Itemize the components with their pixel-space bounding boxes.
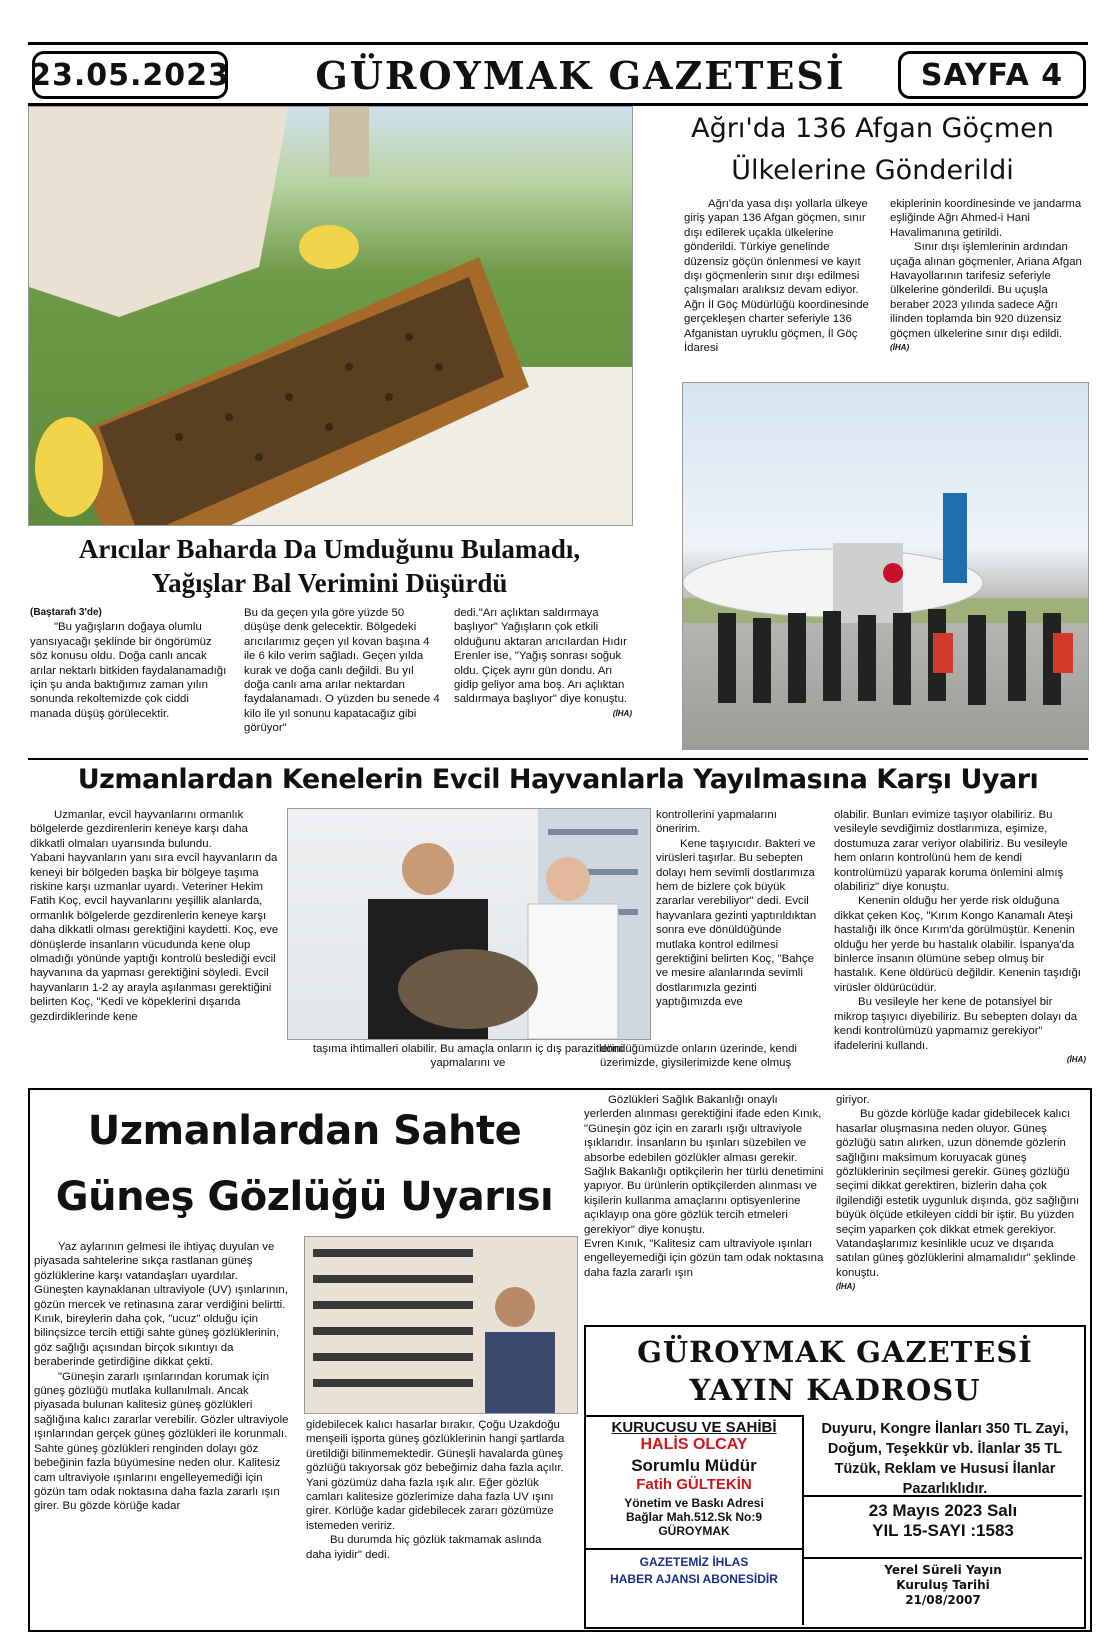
editor-name: Fatih GÜLTEKİN bbox=[636, 1476, 752, 1493]
bees-column-1 bbox=[30, 606, 230, 721]
bees-column-2-text: Bu da geçen yıla göre yüzde 50 düşüşe denk gelecektir. Bölgedeki arıcılarımız geçen yıl kovan başına 4 ile 6 kilo verim sağladı. Geçen yılda kurak ve doğa canlı değildi. Bu yıl doğa canlı ama arılar nektardan faydalanamadı. O yüzden bu senede 4 kilo ile yıl sonunu kapatacağız gibi görüyor" bbox=[244, 607, 440, 735]
editor-label: Sorumlu Müdür bbox=[631, 1456, 757, 1475]
registration-info bbox=[804, 1557, 1082, 1608]
bees-headline-line-1: Arıcılar Baharda Da Umduğunu Bulamadı, bbox=[78, 534, 581, 564]
address-line-1: Yönetim ve Baskı Adresi bbox=[624, 1496, 764, 1510]
agri-headline-line-2: Ülkelerine Gönderildi bbox=[731, 155, 1014, 186]
address-block bbox=[586, 1496, 802, 1538]
agri-column-2 bbox=[890, 197, 1086, 355]
bees-credit: (İHA) bbox=[612, 708, 632, 718]
page-number: SAYFA 4 bbox=[898, 51, 1086, 99]
ad-prices: Duyuru, Kongre İlanları 350 TL Zayi, Doğum, Teşekkür vb. İlanlar 35 TL Tüzük, Reklam ve Hususi İlanlar Pazarlıklıdır. bbox=[821, 1421, 1069, 1497]
kene-column-3a-text: kontrollerini yapmalarını öneririm. bbox=[656, 809, 777, 836]
registration-line-1: Yerel Süreli Yayın bbox=[884, 1563, 1002, 1577]
bees-column-2 bbox=[244, 606, 440, 736]
gozluk-column-1 bbox=[34, 1240, 292, 1514]
founder-name: HALİS OLCAY bbox=[640, 1436, 748, 1453]
kene-column-3c-text: döndüğümüzde onların üzerinde, kendi üzerimizde, giysilerimizde kene olmuş bbox=[600, 1043, 797, 1070]
kene-column-1 bbox=[30, 808, 280, 1024]
kene-column-4a-text: olabilir. Bunları evimize taşıyor olabiliriz. Bu vesileyle sevdiğimiz dostlarımıza, eşimize, dostumuza zarar veriyor olabiliriz. Bu vesileyle hem onların kontrolünü hem de kendi kontrolümüzü yaparak koruma önlemini almış olabiliriz" diye konuştu. bbox=[834, 809, 1068, 894]
agency-note bbox=[586, 1548, 802, 1588]
kene-credit: (İHA) bbox=[1066, 1054, 1086, 1064]
kene-column-3b-text: Kene taşıyıcıdır. Bakteri ve virüsleri taşırlar. Bu sebepten dolayı hem sevimli dostlarımıza hem de bizlere çok büyük zararlar verebiliyor" dedi. Evcil hayvanlara gezinti yaptırıldıktan sonra eve dönüldüğünde mutlaka kontrol edilmesi gerektiğini belirten Koç, "Bahçe ve mesire alanlarında sevimli dostlarımızla gezinti yaptığımızda eve bbox=[656, 837, 817, 1009]
optician-photo bbox=[304, 1236, 578, 1414]
agri-column-1-text: Ağrı'da yasa dışı yollarla ülkeye giriş yapan 136 Afgan göçmen, sınır dışı edilerek uçakla ülkelerine gönderildi. Türkiye genelinde düzensiz göçün önlenmesi ve kayıt dışı göçmenlerin sınır dışı edilmesi çalışmaları aralıksız devam ediyor. Ağrı İl Göç Müdürlüğü koordinesinde gerçekleşen charter seferiyle 136 Afganistan uyruklu göçmen, İl Göç İdaresi bbox=[684, 198, 869, 355]
agri-column-2b-text: Sınır dışı işlemlerinin ardından uçağa alınan göçmenler, Ariana Afgan Havayollarının tarifesiz seferiyle ülkelerine gönderildi. Bu uçuşla beraber 2023 yılında sadece Ağrı ilinden toplamda bin 920 düzensiz göçmen ülkelerine sınır dışı edildi. bbox=[890, 241, 1082, 340]
gozluk-headline bbox=[32, 1098, 577, 1230]
kene-column-4 bbox=[834, 808, 1086, 1067]
newspaper-title: GÜROYMAK GAZETESİ bbox=[315, 52, 846, 98]
kene-column-3 bbox=[656, 808, 824, 1010]
masthead bbox=[28, 42, 1088, 106]
kene-column-1a-text: Uzmanlar, evcil hayvanlarını ormanlık bölgelerde gezdirenlerin keneye karşı daha dikkatli olmaları uyarısında bulundu. bbox=[30, 809, 248, 850]
registration-line-3: 21/08/2007 bbox=[905, 1593, 981, 1607]
airplane-migrants-photo bbox=[682, 382, 1089, 750]
agri-headline bbox=[660, 108, 1085, 192]
issue-date: 23.05.2023 bbox=[32, 51, 228, 99]
kene-column-4c-text: Bu vesileyle her kene de potansiyel bir mikrop taşıyıcı diyebiliriz. Bu sebepten dolayı da kendi kontrolümüzü yapmamız gerekiyor" ifadelerini kullandı. bbox=[834, 996, 1078, 1052]
kene-headline: Uzmanlardan Kenelerin Evcil Hayvanlarla Yayılmasına Karşı Uyarı bbox=[77, 764, 1039, 795]
kene-column-1b-text: Yabani hayvanların yanı sıra evcil hayvanların da keneyi bir bölgeden başka bir bölgeye taşıma riskine karşı uzmanlar uyardı. Veteriner Hekim Fatih Koç, evcil hayvanlarını yeşillik alanlarda, ormanlık bölgelerde gezdirenlerin keneye karşı daha dikkatli olması gerektiğini kaydetti. Koç, eve dönüşlerde insanların vücudunda kene olup olmadığı yönünde yaptığı kontrolü beslediği evcil hayvanına da yapması gerektiğini söyledi. Evcil hayvanların 1-2 ay arayla aşılanması gerektiğini belirten Koç, "Kedi ve köpeklerini dışarıda gezdirdiklerinde kene bbox=[30, 852, 279, 1023]
editorial-staff-panel bbox=[586, 1415, 804, 1625]
veterinarian-photo-illustration bbox=[288, 809, 650, 1039]
address-line-3: GÜROYMAK bbox=[658, 1524, 730, 1538]
gozluk-column-2 bbox=[306, 1418, 568, 1562]
gozluk-column-1d-text: "Güneşin zararlı ışınlarından korumak için güneş gözlüğü mutlaka kullanılmalı. Ancak piyasada bulunan kalitesiz güneş gözlükleri sağlığına kalıcı zararlar verebilir. Gözler ultraviyole ışınlarından gerçek güneş gözlükleri ile korunmalı. Sahte güneş gözlükleri renginden dolayı göz bebeğinin fazla büyümesine neden olur. Kalitesiz cam ultraviyole ışınlarını engelleyemediği için gözün tam odak noktasına daha fazla zararlı ışın girer. Bu gözde körüğe kadar bbox=[34, 1370, 289, 1513]
agency-line-2: HABER AJANSI ABONESİDİR bbox=[610, 1572, 778, 1586]
bees-column-3 bbox=[454, 606, 632, 721]
bees-headline-line-2: Yağışlar Bal Verimini Düşürdü bbox=[151, 568, 508, 598]
beekeeping-photo-illustration bbox=[29, 107, 632, 525]
gozluk-headline-line-2: Güneş Gözlüğü Uyarısı bbox=[55, 1174, 554, 1220]
optician-photo-illustration bbox=[305, 1237, 577, 1413]
issue-info bbox=[804, 1495, 1082, 1541]
gozluk-column-1b-text: Güneşten kaynaklanan ultraviyole (UV) ışınlarının, gözün mercek ve retinasına zarar verdiğini belirtti. bbox=[34, 1284, 288, 1311]
agri-credit: (İHA) bbox=[890, 343, 910, 353]
kene-under-photo bbox=[287, 1042, 649, 1071]
gozluk-column-4a-text: giriyor. bbox=[836, 1094, 870, 1106]
agri-column-1 bbox=[684, 197, 874, 355]
bees-column-1-text: "Bu yağışların doğaya olumlu yansıyacağı şeklinde bir öngörümüz söz konusu oldu. Doğa canlı ancak arılar nektarlı bitkiden faydalanamadığı için şu anda baktığımız zaman yılın sonunda rekoltemizde çok ciddi manada düşüş görülecektir. bbox=[30, 621, 227, 720]
address-line-2: Bağlar Mah.512.Sk No:9 bbox=[625, 1510, 763, 1524]
gozluk-credit: (İHA) bbox=[836, 1282, 856, 1292]
kene-under-photo-text: taşıma ihtimalleri olabilir. Bu amaçla onların iç dış parazitlerini yapmalarını ve bbox=[312, 1043, 624, 1070]
issue-date-long: 23 Mayıs 2023 Salı bbox=[868, 1501, 1018, 1520]
kene-column-4b-text: Kenenin olduğu her yerde risk olduğuna dikkat çeken Koç, "Kırım Kongo Kanamalı Ateşi hastalığı ilk önce Kırım'da görülmüştür. Kenenin olduğu her yerde bu hastalık olabilir. İspanya'da binlerce insanın ölümüne sebep olmuş bir hastalık. Kene öldürücü değildir. Kenenin taşıdığı virüsler öldürücüdür. bbox=[834, 895, 1081, 994]
gozluk-column-3a-text: Gözlükleri Sağlık Bakanlığı onaylı yerlerden alınması gerektiğini ifade eden Kınık, "Güneşin göz için en zararlı ışığı ultraviyole ışıklarıdır. İnsanların bu ışınları süzebilen ve absorbe edebilen gözlükler alması gerekir. Sağlık Bakanlığı optikçilerin her türlü denetimini yapıyor. Bu ürünlerin optikçilerden alınması ve kişilerin kullanma amaçlarını optisyenlerine açıklayıp ona göre gözlük tercih etmeleri gerekiyor" diye konuştu. bbox=[584, 1094, 824, 1236]
kene-column-3-tail bbox=[600, 1042, 824, 1071]
gozluk-column-2a-text: gidebilecek kalıcı hasarlar bırakır. Çoğu Uzakdoğu menşeili işporta güneş gözlüklerinin hangi şartlarda üretildiği bilinmemektedir. Güneşli havalarda güneş gözlüğü takıyorsak göz bebeğimiz daha fazla açılır. Yani gözümüz daha fazla ışık alır. Eğer gözlük camları kalitesize gözlerimize daha fazla UV ışını girer. Körlüğe kadar gidebilecek zararı gözümüze istemeden veririz. bbox=[306, 1419, 565, 1532]
airplane-photo-illustration bbox=[683, 383, 1088, 749]
gozluk-column-3b-text: Evren Kınık, "Kalitesiz cam ultraviyole ışınları engelleyemediği için gözün tam odak noktasına daha fazla zararlı ışın bbox=[584, 1238, 824, 1279]
gozluk-column-1c-text: Kınık, bireylerin daha çok, "ucuz" olduğu için bilinçsizce tercih ettiği sahte güneş gözlüklerinin, göz sağlığı açısından birçok sıkıntıyı da beraberinde getirdiğine dikkat çekti. bbox=[34, 1313, 280, 1369]
gozluk-column-1a-text: Yaz aylarının gelmesi ile ihtiyaç duyulan ve piyasada sahtelerine sıkça rastlanan güneş gözlüklerine karşı vatandaşları uyardılar. bbox=[34, 1241, 275, 1282]
agency-line-1: GAZETEMİZ İHLAS bbox=[639, 1555, 749, 1569]
bees-headline bbox=[28, 532, 631, 600]
agri-column-2a-text: ekiplerinin koordinesinde ve jandarma eşliğinde Ağrı Ahmed-i Hani Havalimanına getirildi. bbox=[890, 198, 1082, 239]
editorial-board-title-line-1: GÜROYMAK GAZETESİ bbox=[637, 1335, 1033, 1369]
beekeeping-photo bbox=[28, 106, 633, 526]
issue-number: YIL 15-SAYI :1583 bbox=[872, 1521, 1014, 1540]
veterinarian-photo bbox=[287, 808, 651, 1040]
gozluk-column-3 bbox=[584, 1093, 824, 1280]
gozluk-headline-line-1: Uzmanlardan Sahte bbox=[87, 1108, 522, 1154]
editorial-board-box bbox=[584, 1325, 1086, 1629]
gozluk-column-4 bbox=[836, 1093, 1086, 1295]
registration-line-2: Kuruluş Tarihi bbox=[896, 1578, 990, 1592]
bees-column-3-text: dedi."Arı açlıktan saldırmaya başlıyor" Yağışların çok etkili olduğunu aktaran arıcılardan Hıdır Erenler ise, "Yağış sonrası soğuk oldu. Çiçek aynı gün dondu. Arı gidip geliyor ama boş. Arı açlıktan saldırmaya başlıyor" diye konuştu. bbox=[454, 607, 628, 706]
editorial-board-title-line-2: YAYIN KADROSU bbox=[689, 1373, 981, 1407]
gozluk-column-4b-text: Bu gözde körlüğe kadar gidebilecek kalıcı hasarlar oluşmasına neden oluyor. Güneş gözlüğü satın alırken, uzun dönemde gözlerin sağlığını maksimum koruyacak güneş gözlüklerinin seçilmesi gerekir. Güneş gözlüğü seçimi dikkat gerektiren, bizlerin daha çok ilgilendiği estetik uygunluk dışında, göz sağlığını büyük ölçüde etkileyen ciddi bir iştir. Bu yüzden seçim yaparken çok dikkat etmek gerekiyor. Vatandaşlarımız kesinlikle ucuz ve dışarıda satılan güneş gözlüklerini almamalıdır" şeklinde konuştu. bbox=[836, 1108, 1080, 1279]
gozluk-column-2b-text: Bu durumda hiç gözlük takmamak aslında daha iyidir" dedi. bbox=[306, 1534, 542, 1561]
founder-label: KURUCUSU VE SAHİBİ bbox=[611, 1419, 777, 1436]
editorial-board-title bbox=[586, 1333, 1084, 1409]
bees-continued-note: (Baştarafı 3'de) bbox=[30, 607, 102, 618]
agri-headline-line-1: Ağrı'da 136 Afgan Göçmen bbox=[691, 113, 1054, 144]
